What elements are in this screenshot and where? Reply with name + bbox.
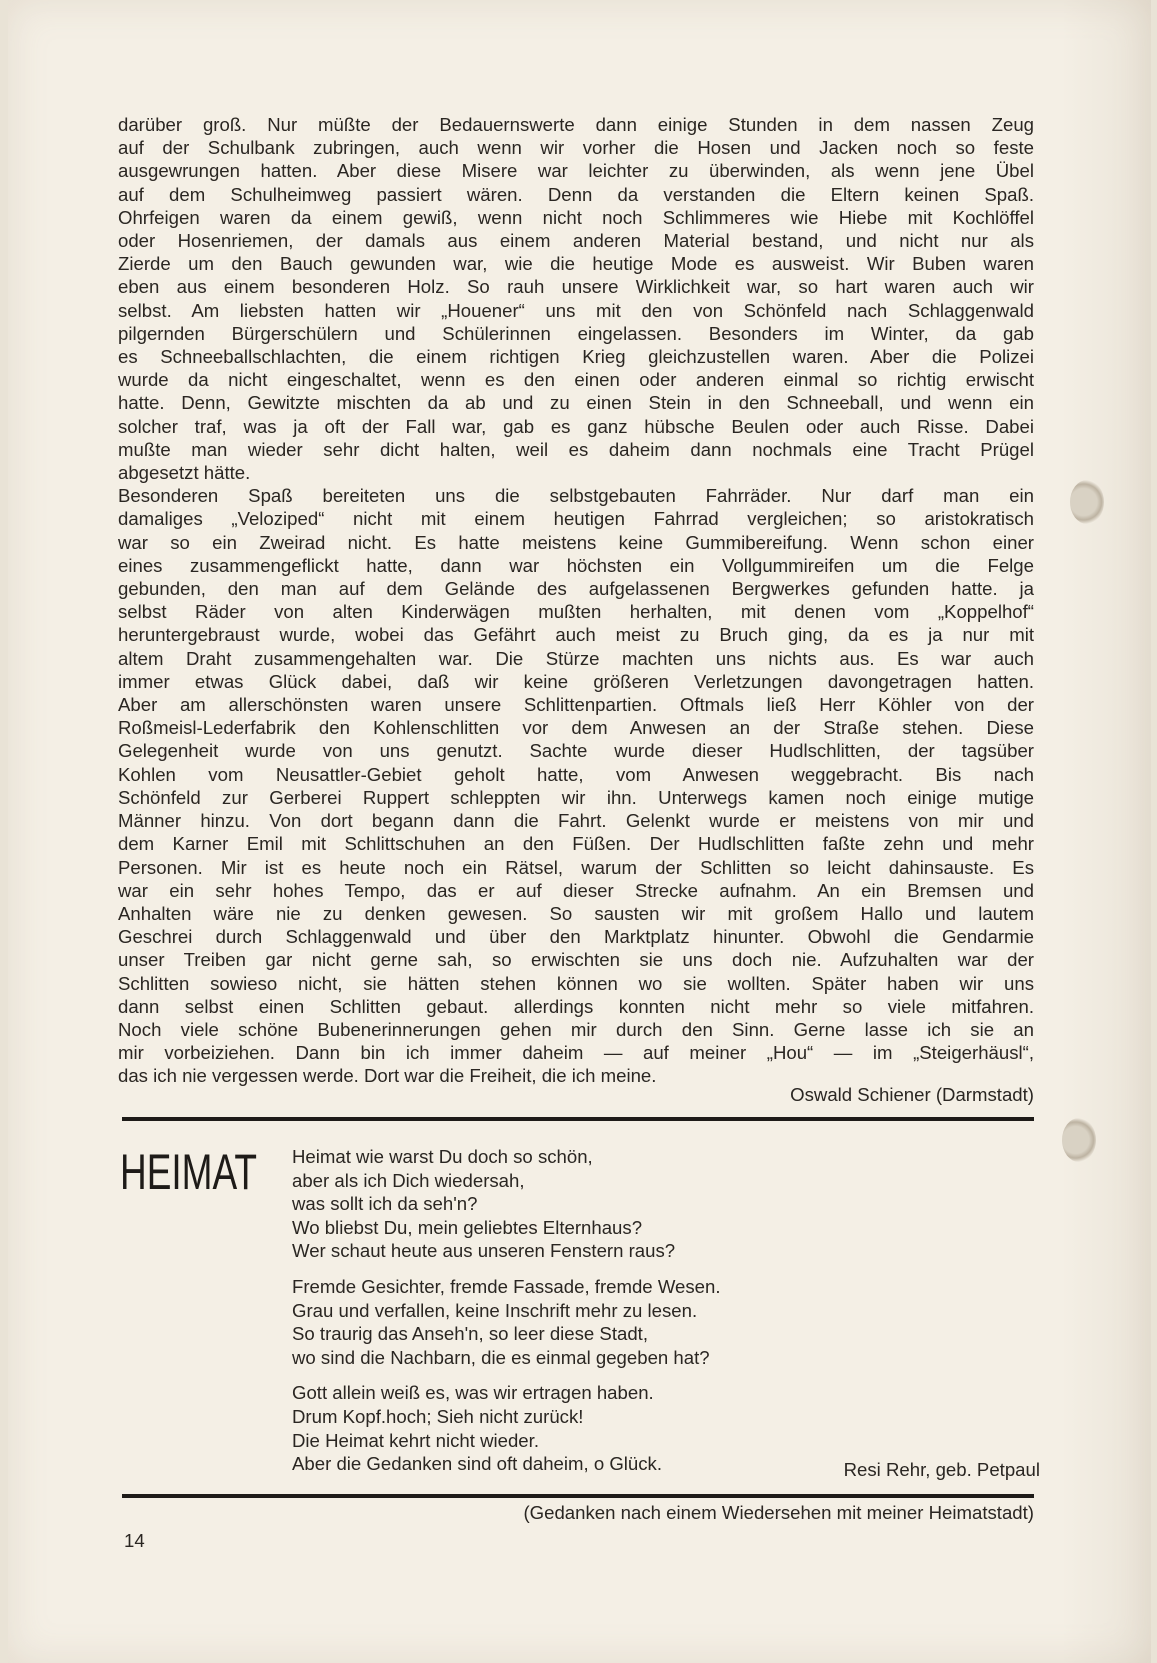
article-line: Anhalten wäre nie zu denken gewesen. So sausten wir mit großem Hallo und lautem xyxy=(118,902,1034,924)
article-line: Noch viele schöne Bubenerinnerungen gehen mir durch den Sinn. Gerne lasse ich sie an xyxy=(118,1018,1034,1040)
poem-stanza xyxy=(292,1145,912,1263)
article-line: Kohlen vom Neusattler-Gebiet geholt hatte, vom Anwesen weggebracht. Bis nach xyxy=(118,763,1034,785)
poem-line: wo sind die Nachbarn, die es einmal gegeben hat? xyxy=(292,1346,710,1368)
article-line: dann selbst einen Schlitten gebaut. allerdings konnten nicht mehr so viele mitfahren. xyxy=(118,995,1034,1017)
poem-line: was sollt ich da seh'n? xyxy=(292,1193,478,1215)
poem-body xyxy=(292,1145,912,1488)
article-line: Besonderen Spaß bereiteten uns die selbstgebauten Fahrräder. Nur darf man ein xyxy=(118,485,1034,507)
article-line: immer etwas Glück dabei, daß wir keine größeren Verletzungen davongetragen hatten. xyxy=(118,670,1034,692)
article-line: es Schneeballschlachten, die einem richtigen Krieg gleichzustellen waren. Aber die Polizei xyxy=(118,346,1034,368)
article-line: dem Karner Emil mit Schlittschuhen an den Füßen. Der Hudlschlitten faßte zehn und mehr xyxy=(118,833,1034,855)
poem-line: Gott allein weiß es, was wir ertragen haben. xyxy=(292,1382,654,1404)
article-line: Männer hinzu. Von dort begann dann die Fahrt. Gelenkt wurde er meistens von mir und xyxy=(118,810,1034,832)
article-line: das ich nie vergessen werde. Dort war die Freiheit, die ich meine. xyxy=(118,1065,657,1087)
punch-hole xyxy=(1070,480,1104,524)
article-line: ausgewrungen hatten. Aber diese Misere war leichter zu überwinden, als wenn jene Übel xyxy=(118,160,1034,182)
article-line: mir vorbeiziehen. Dann bin ich immer daheim — auf meiner „Hou“ — im „Steigerhäusl“, xyxy=(118,1042,1034,1064)
article-line: Zierde um den Bauch gewunden war, wie die heutige Mode es ausweist. Wir Buben waren xyxy=(118,253,1034,275)
article-line: selbst. Am liebsten hatten wir „Houener“ uns mit den von Schönfeld nach Schlaggenwald xyxy=(118,299,1034,321)
poem-line: Aber die Gedanken sind oft daheim, o Glück. xyxy=(292,1453,663,1475)
article-line: pilgernden Bürgerschülern und Schülerinnen eingelassen. Besonders im Winter, da gab xyxy=(118,322,1034,344)
article-line: unser Treiben gar nicht gerne sah, so erwischten sie uns doch nie. Aufzuhalten war der xyxy=(118,949,1034,971)
article-line: heruntergebraust wurde, wobei das Gefährt auch meist zu Bruch ging, da es ja nur mit xyxy=(118,624,1034,646)
article-line: auf der Schulbank zubringen, auch wenn wir vorher die Hosen und Jacken noch so feste xyxy=(118,137,1034,159)
article-line: Roßmeisl-Lederfabrik den Kohlenschlitten vor dem Anwesen an der Straße stehen. Diese xyxy=(118,717,1034,739)
poem-title: HEIMAT xyxy=(120,1144,258,1200)
poem-line: Die Heimat kehrt nicht wieder. xyxy=(292,1429,539,1451)
poem-line: Drum Kopf.hoch; Sieh nicht zurück! xyxy=(292,1405,584,1427)
poem-note: (Gedanken nach einem Wiedersehen mit meiner Heimatstadt) xyxy=(523,1502,1034,1523)
poem-author: Resi Rehr, geb. Petpaul xyxy=(843,1459,1040,1480)
article-line: abgesetzt hätte. xyxy=(118,462,251,484)
punch-hole xyxy=(1062,1118,1096,1162)
poem-line: Wer schaut heute aus unseren Fenstern raus? xyxy=(292,1240,676,1262)
poem-stanza xyxy=(292,1275,912,1369)
article-line: war ein sehr hohes Tempo, das er auf dieser Strecke aufnahm. An ein Bremsen und xyxy=(118,879,1034,901)
article-line: Aber am allerschönsten waren unsere Schlittenpartien. Oftmals ließ Herr Köhler von der xyxy=(118,694,1034,716)
article-line: wurde da nicht eingeschaltet, wenn es den einen oder anderen einmal so richtig erwischt xyxy=(118,369,1034,391)
article-line: solcher traf, was ja oft der Fall war, gab es ganz hübsche Beulen oder auch Risse. Dabei xyxy=(118,415,1034,437)
article-line: eines zusammengeflickt hatte, dann war höchsten ein Vollgummireifen um die Felge xyxy=(118,554,1034,576)
poem-line: Grau und verfallen, keine Inschrift mehr zu lesen. xyxy=(292,1299,698,1321)
article-line: darüber groß. Nur müßte der Bedauernswerte dann einige Stunden in dem nassen Zeug xyxy=(118,114,1034,135)
page-number: 14 xyxy=(124,1530,145,1551)
article-line: Personen. Mir ist es heute noch ein Rätsel, warum der Schlitten so leicht dahinsauste. Es xyxy=(118,856,1034,878)
article-body xyxy=(118,113,1034,1088)
article-line: eben aus einem besonderen Holz. So rauh unsere Wirklichkeit war, so hart waren auch wir xyxy=(118,276,1034,298)
page-shadow xyxy=(1061,0,1151,1663)
article-line: Geschrei durch Schlaggenwald und über den Marktplatz hinunter. Obwohl die Gendarmie xyxy=(118,926,1034,948)
article-line: Ohrfeigen waren da einem gewiß, wenn nicht noch Schlimmeres wie Hiebe mit Kochlöffel xyxy=(118,206,1034,228)
divider-rule xyxy=(122,1494,1034,1498)
article-author: Oswald Schiener (Darmstadt) xyxy=(790,1084,1034,1105)
article-line: selbst Räder von alten Kinderwägen mußten herhalten, mit denen vom „Koppelhof“ xyxy=(118,601,1034,623)
poem-line: Wo bliebst Du, mein geliebtes Elternhaus? xyxy=(292,1216,643,1238)
poem-line: Fremde Gesichter, fremde Fassade, fremde Wesen. xyxy=(292,1275,721,1297)
article-line: auf dem Schulheimweg passiert wären. Denn da verstanden die Eltern keinen Spaß. xyxy=(118,183,1034,205)
article-line: oder Hosenriemen, der damals aus einem anderen Material bestand, und nicht nur als xyxy=(118,230,1034,252)
article-line: war so ein Zweirad nicht. Es hatte meistens keine Gummibereifung. Wenn schon einer xyxy=(118,531,1034,553)
divider-rule xyxy=(122,1117,1034,1121)
article-line: Gelegenheit wurde von uns genutzt. Sachte wurde dieser Hudlschlitten, der tagsüber xyxy=(118,740,1034,762)
article-line: damaliges „Veloziped“ nicht mit einem heutigen Fahrrad vergleichen; so aristokratisch xyxy=(118,508,1034,530)
article-line: Schlitten sowieso nicht, sie hätten stehen können wo sie wollten. Später haben wir uns xyxy=(118,972,1034,994)
poem-line: So traurig das Anseh'n, so leer diese Stadt, xyxy=(292,1323,649,1345)
article-line: hatte. Denn, Gewitzte mischten da ab und zu einen Stein in den Schneeball, und wenn ein xyxy=(118,392,1034,414)
article-line: altem Draht zusammengehalten war. Die Stürze machten uns nichts aus. Es war auch xyxy=(118,647,1034,669)
article-line: gebunden, den man auf dem Gelände des aufgelassenen Bergwerkes gefunden hatte. ja xyxy=(118,578,1034,600)
article-line: Schönfeld zur Gerberei Ruppert schleppten wir ihn. Unterwegs kamen noch einige mutige xyxy=(118,786,1034,808)
poem-line: Heimat wie warst Du doch so schön, xyxy=(292,1146,593,1167)
article-line: mußte man wieder sehr dicht halten, weil es daheim dann nochmals eine Tracht Prügel xyxy=(118,438,1034,460)
poem-line: aber als ich Dich wiedersah, xyxy=(292,1169,525,1191)
